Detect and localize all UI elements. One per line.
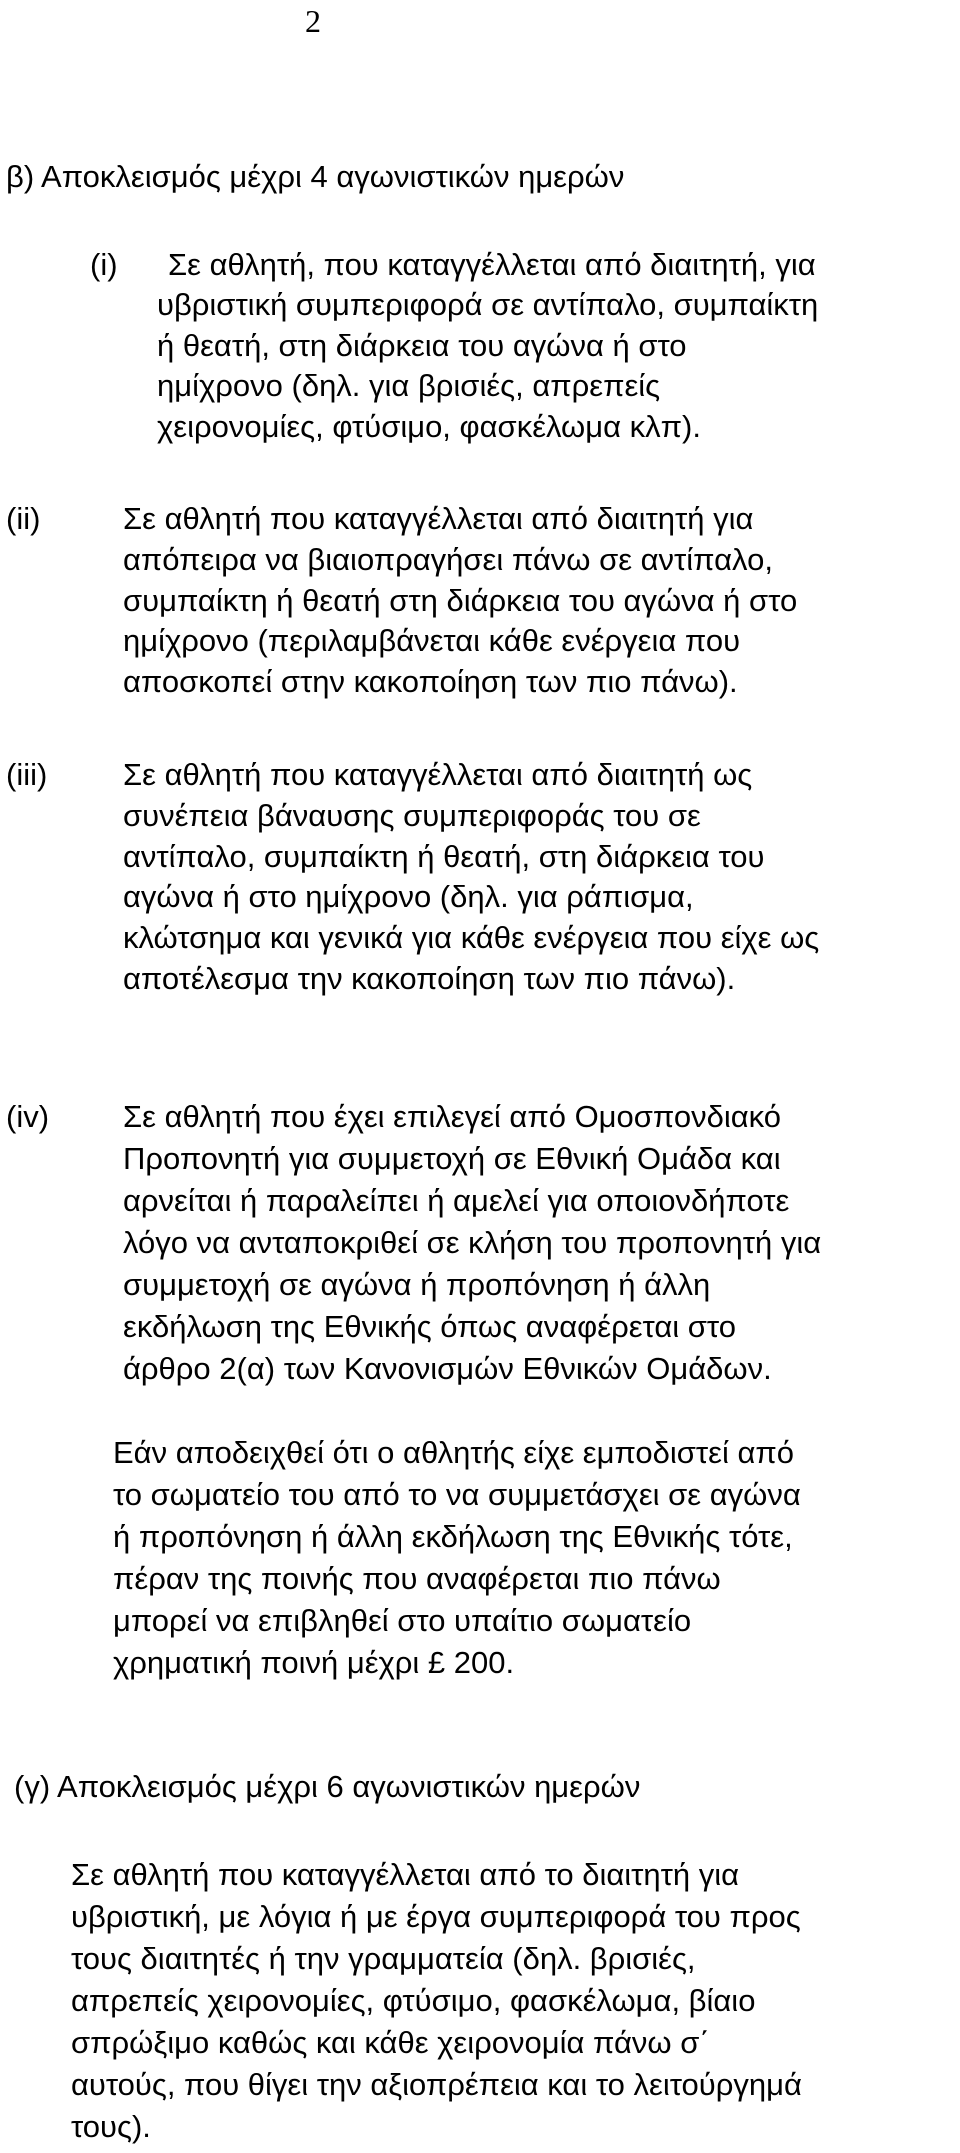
- text-line: Σε αθλητή που καταγγέλλεται από το διαιτητή για: [71, 1857, 740, 1892]
- text-line: μπορεί να επιβληθεί στο υπαίτιο σωματείο: [113, 1603, 692, 1638]
- text-line: απρεπείς χειρονομίες, φτύσιμο, φασκέλωμα, βίαιο: [71, 1983, 756, 2018]
- text-line: συνέπεια βάναυσης συμπεριφοράς του σε: [123, 798, 701, 833]
- section-b-heading: β) Αποκλεισμός μέχρι 4 αγωνιστικών ημερών: [6, 159, 625, 194]
- text-line: ή προπόνηση ή άλλη εκδήλωση της Εθνικής τότε,: [113, 1519, 793, 1554]
- text-line: αντίπαλο, συμπαίκτη ή θεατή, στη διάρκεια του: [123, 839, 765, 874]
- item-iv-marker: (iv): [6, 1099, 50, 1134]
- text-line: ημίχρονο (περιλαμβάνεται κάθε ενέργεια που: [123, 623, 741, 658]
- page-number: 2: [305, 3, 321, 39]
- text-line: αποσκοπεί στην κακοποίηση των πιο πάνω).: [123, 664, 738, 699]
- text-line: αυτούς, που θίγει την αξιοπρέπεια και το λειτούργημά: [71, 2067, 802, 2102]
- text-line: συμμετοχή σε αγώνα ή προπόνηση ή άλλη: [123, 1267, 711, 1302]
- item-ii-marker: (ii): [6, 501, 41, 536]
- text-line: υβριστική, με λόγια ή με έργα συμπεριφορά του προς: [71, 1899, 801, 1934]
- text-line: χρηματική ποινή μέχρι £ 200.: [113, 1645, 515, 1680]
- text-line: απόπειρα να βιαιοπραγήσει πάνω σε αντίπαλο,: [123, 542, 773, 577]
- text-line: Σε αθλητή που έχει επιλεγεί από Ομοσπονδιακό: [123, 1099, 782, 1134]
- text-line: πέραν της ποινής που αναφέρεται πιο πάνω: [113, 1561, 721, 1596]
- text-line: κλώτσημα και γενικά για κάθε ενέργεια που είχε ως: [123, 920, 820, 955]
- text-line: Σε αθλητή που καταγγέλλεται από διαιτητή για: [123, 501, 754, 536]
- item-iii-marker: (iii): [6, 757, 48, 792]
- text-line: συμπαίκτη ή θεατή στη διάρκεια του αγώνα ή στο: [123, 583, 798, 618]
- text-line: άρθρο 2(α) των Κανονισμών Εθνικών Ομάδων.: [123, 1351, 772, 1386]
- section-c-heading: (γ) Αποκλεισμός μέχρι 6 αγωνιστικών ημερών: [14, 1769, 641, 1804]
- text-line: αρνείται ή παραλείπει ή αμελεί για οποιονδήποτε: [123, 1183, 790, 1218]
- text-line: ή θεατή, στη διάρκεια του αγώνα ή στο: [157, 328, 687, 363]
- text-line: υβριστική συμπεριφορά σε αντίπαλο, συμπαίκτη: [157, 287, 819, 322]
- text-line: Προπονητή για συμμετοχή σε Εθνική Ομάδα και: [123, 1141, 781, 1176]
- text-line: αποτέλεσμα την κακοποίηση των πιο πάνω).: [123, 961, 736, 996]
- item-i-marker: (i): [90, 247, 118, 282]
- text-line: τους διαιτητές ή την γραμματεία (δηλ. βρισιές,: [71, 1941, 696, 1976]
- text-line: εκδήλωση της Εθνικής όπως αναφέρεται στο: [123, 1309, 736, 1344]
- text-line: τους).: [71, 2109, 151, 2144]
- text-line: Σε αθλητή που καταγγέλλεται από διαιτητή ως: [123, 757, 753, 792]
- text-line: Σε αθλητή, που καταγγέλλεται από διαιτητή, για: [168, 247, 816, 282]
- text-line: ημίχρονο (δηλ. για βρισιές, απρεπείς: [157, 368, 661, 403]
- text-line: το σωματείο του από το να συμμετάσχει σε αγώνα: [113, 1477, 801, 1512]
- text-line: αγώνα ή στο ημίχρονο (δηλ. για ράπισμα,: [123, 879, 694, 914]
- text-line: σπρώξιμο καθώς και κάθε χειρονομία πάνω σ΄: [71, 2025, 710, 2060]
- text-line: λόγο να ανταποκριθεί σε κλήση του προπονητή για: [123, 1225, 822, 1260]
- text-line: χειρονομίες, φτύσιμο, φασκέλωμα κλπ).: [157, 409, 701, 444]
- text-line: Εάν αποδειχθεί ότι ο αθλητής είχε εμποδιστεί από: [113, 1435, 795, 1470]
